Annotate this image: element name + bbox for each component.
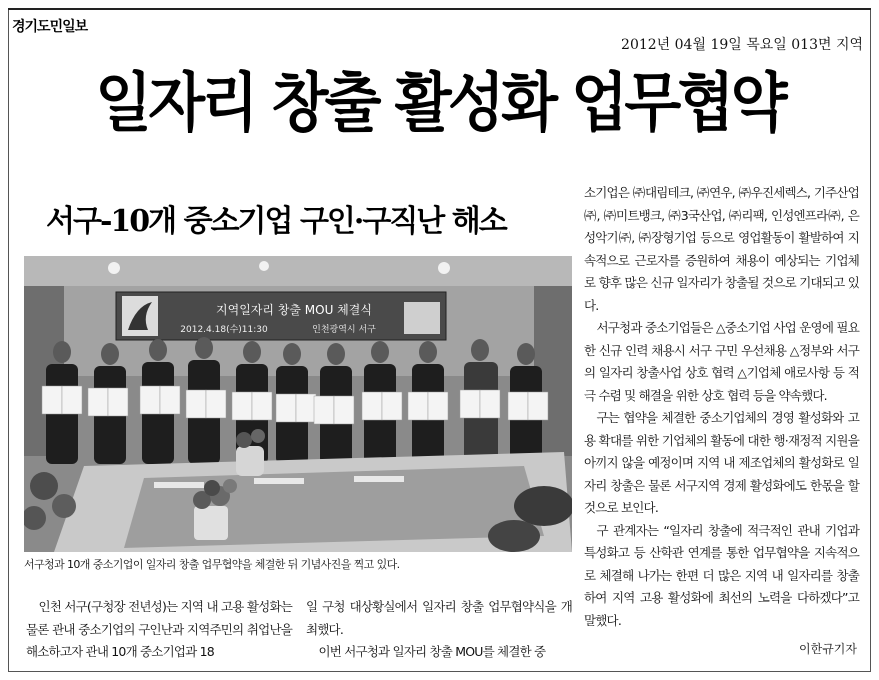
- headline: 일자리 창출 활성화 업무협약: [95, 67, 784, 141]
- body-paragraph: 구 관계자는 “일자리 창출에 적극적인 관내 기업과 특성화고 등 산학관 연계를 통한 업무협약을 지속적으로 체결해 나가는 한편 더 많은 지역 내 일자리를 창출하여 지역 고용 활성화에 최선의 노력을 다하겠다”고 말했다.: [584, 522, 859, 628]
- top-rule: [8, 8, 871, 10]
- body-paragraph: 소기업은 ㈜대림테크, ㈜연우, ㈜우진세렉스, 기주산업㈜, ㈜미트뱅크, ㈜3국산업, ㈜리팩, 인성엔프라㈜, 은성악기㈜, ㈜장형기업 등으로 영업활동이 활발하여 지속적으로 근로자를 증원하여 채용이 예상되는 기업체로 향후 많은 신규 일자리가 창출될 것으로 기대되고 있다.: [584, 185, 859, 313]
- dateline: 2012년 04월 19일 목요일 013면 지역: [621, 37, 863, 53]
- article-body-right-column: [584, 182, 859, 632]
- body-paragraph: 인천 서구(구청장 전년성)는 지역 내 고용 활성화는 물론 관내 중소기업의 구인난과 지역주민의 취업난을 해소하고자 관내 10개 중소기업과 18: [26, 599, 292, 659]
- photo-illustration: [24, 256, 572, 552]
- article-body-middle-column: [306, 596, 572, 664]
- banner-org: 인천광역시 서구: [312, 325, 376, 335]
- banner-title: 지역일자리 창출 MOU 체결식: [216, 303, 372, 317]
- body-paragraph: 구는 협약을 체결한 중소기업체의 경영 활성화와 고용 확대를 위한 기업체의 활동에 대한 행·재정적 지원을 아끼지 않을 예정이며 지역 내 제조업체의 활성화로 일자리 창출은 물론 서구지역 경제 활성화에도 한몫을 할 것으로 보인다.: [584, 410, 859, 515]
- photo-caption: 서구청과 10개 중소기업이 일자리 창출 업무협약을 체결한 뒤 기념사진을 찍고 있다.: [24, 558, 400, 571]
- body-paragraph: 이번 서구청과 일자리 창출 MOU를 체결한 중: [318, 644, 546, 659]
- newspaper-logo: 경기도민일보: [12, 19, 88, 35]
- article-photo: [24, 256, 572, 552]
- subheadline: 서구-10개 중소기업 구인·구직난 해소: [46, 204, 506, 239]
- banner-date: 2012.4.18(수)11:30: [180, 325, 268, 335]
- body-paragraph: 서구청과 중소기업들은 △중소기업 사업 운영에 필요한 신규 인력 채용시 서구 구민 우선채용 △정부와 서구의 일자리 창출사업 상호 협력 △기업체 애로사항 등 적극 수렴 및 해결을 위한 상호 협력 등을 약속했다.: [584, 320, 859, 403]
- body-paragraph: 일 구청 대상황실에서 일자리 창출 업무협약식을 개최했다.: [306, 599, 572, 637]
- reporter-byline: 이한규기자: [799, 642, 857, 656]
- article-body-left-column: [26, 596, 292, 664]
